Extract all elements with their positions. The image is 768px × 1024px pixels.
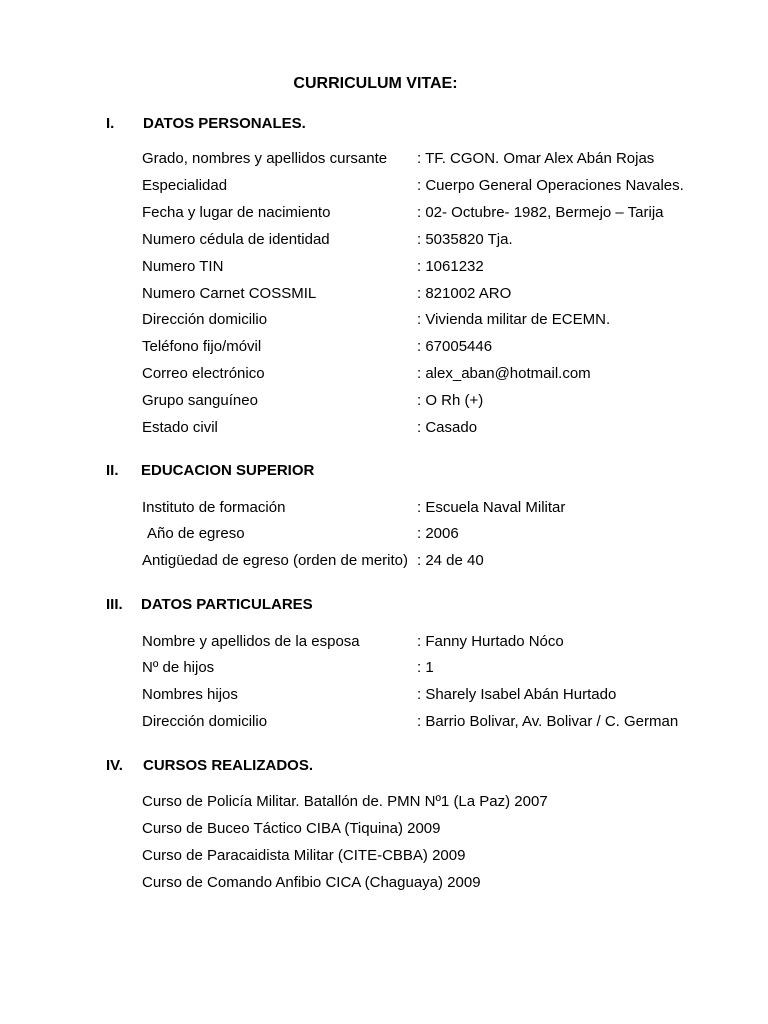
field-row-numero-hijos	[142, 658, 742, 678]
field-label: Nº de hijos	[142, 659, 215, 676]
field-value: : 5035820 Tja.	[417, 231, 513, 248]
field-row-cedula	[142, 230, 742, 250]
field-row-correo	[142, 364, 742, 384]
field-row-telefono	[142, 337, 742, 357]
field-value: : 821002 ARO	[417, 285, 512, 302]
field-value: : O Rh (+)	[417, 392, 484, 409]
field-label: Correo electrónico	[142, 365, 265, 382]
field-row-grado-nombre	[142, 149, 742, 169]
section-title: CURSOS REALIZADOS.	[143, 757, 314, 774]
field-label: Instituto de formación	[142, 499, 286, 516]
field-value: : Fanny Hurtado Nóco	[417, 633, 564, 650]
section-number: II.	[106, 462, 119, 479]
field-row-esposa	[142, 632, 742, 652]
field-label: Dirección domicilio	[142, 713, 268, 730]
field-label: Numero cédula de identidad	[142, 231, 330, 248]
field-row-grupo-sanguineo	[142, 391, 742, 411]
field-label: Teléfono fijo/móvil	[142, 338, 262, 355]
field-value: : 67005446	[417, 338, 493, 355]
field-value: : 1061232	[417, 258, 484, 275]
field-row-anio-egreso	[142, 524, 742, 544]
field-label: Numero Carnet COSSMIL	[142, 285, 317, 302]
field-row-antiguedad	[142, 551, 742, 571]
course-item: Curso de Comando Anfibio CICA (Chaguaya) 2009	[142, 874, 481, 891]
field-value: : Cuerpo General Operaciones Navales.	[417, 177, 684, 194]
field-value: : Casado	[417, 419, 478, 436]
document-title: CURRICULUM VITAE:	[293, 75, 458, 92]
course-item: Curso de Policía Militar. Batallón de. PMN Nº1 (La Paz) 2007	[142, 793, 548, 810]
field-label: Dirección domicilio	[142, 311, 268, 328]
section-number: III.	[106, 596, 123, 613]
section-number: I.	[106, 115, 115, 132]
field-label: Estado civil	[142, 419, 218, 436]
field-value: : Vivienda militar de ECEMN.	[417, 311, 611, 328]
field-row-direccion-particular	[142, 712, 742, 732]
field-value: : TF. CGON. Omar Alex Abán Rojas	[417, 150, 655, 167]
course-item: Curso de Paracaidista Militar (CITE-CBBA) 2009	[142, 847, 466, 864]
field-label: Antigüedad de egreso (orden de merito)	[142, 552, 409, 569]
field-row-instituto	[142, 498, 742, 518]
section-title: DATOS PARTICULARES	[141, 596, 313, 613]
course-item: Curso de Buceo Táctico CIBA (Tiquina) 2009	[142, 820, 441, 837]
field-row-fecha-nacimiento	[142, 203, 742, 223]
field-value: : alex_aban@hotmail.com	[417, 365, 591, 382]
field-row-especialidad	[142, 176, 742, 196]
field-value: : Barrio Bolivar, Av. Bolivar / C. German	[417, 713, 679, 730]
field-value: : Escuela Naval Militar	[417, 499, 566, 516]
field-row-direccion	[142, 310, 742, 330]
section-title: EDUCACION SUPERIOR	[141, 462, 315, 479]
field-label: Numero TIN	[142, 258, 224, 275]
field-row-cossmil	[142, 284, 742, 304]
field-label: Nombre y apellidos de la esposa	[142, 633, 360, 650]
field-value: : 02- Octubre- 1982, Bermejo – Tarija	[417, 204, 664, 221]
section-title: DATOS PERSONALES.	[143, 115, 306, 132]
field-value: : 24 de 40	[417, 552, 484, 569]
field-value: : 2006	[417, 525, 459, 542]
field-row-nombres-hijos	[142, 685, 742, 705]
field-value: : 1	[417, 659, 434, 676]
field-label: Grado, nombres y apellidos cursante	[142, 150, 388, 167]
field-row-tin	[142, 257, 742, 277]
field-label: Grupo sanguíneo	[142, 392, 258, 409]
field-label: Especialidad	[142, 177, 228, 194]
field-label: Año de egreso	[147, 525, 245, 542]
field-label: Nombres hijos	[142, 686, 238, 703]
section-number: IV.	[106, 757, 123, 774]
field-label: Fecha y lugar de nacimiento	[142, 204, 331, 221]
field-row-estado-civil	[142, 418, 742, 438]
field-value: : Sharely Isabel Abán Hurtado	[417, 686, 617, 703]
